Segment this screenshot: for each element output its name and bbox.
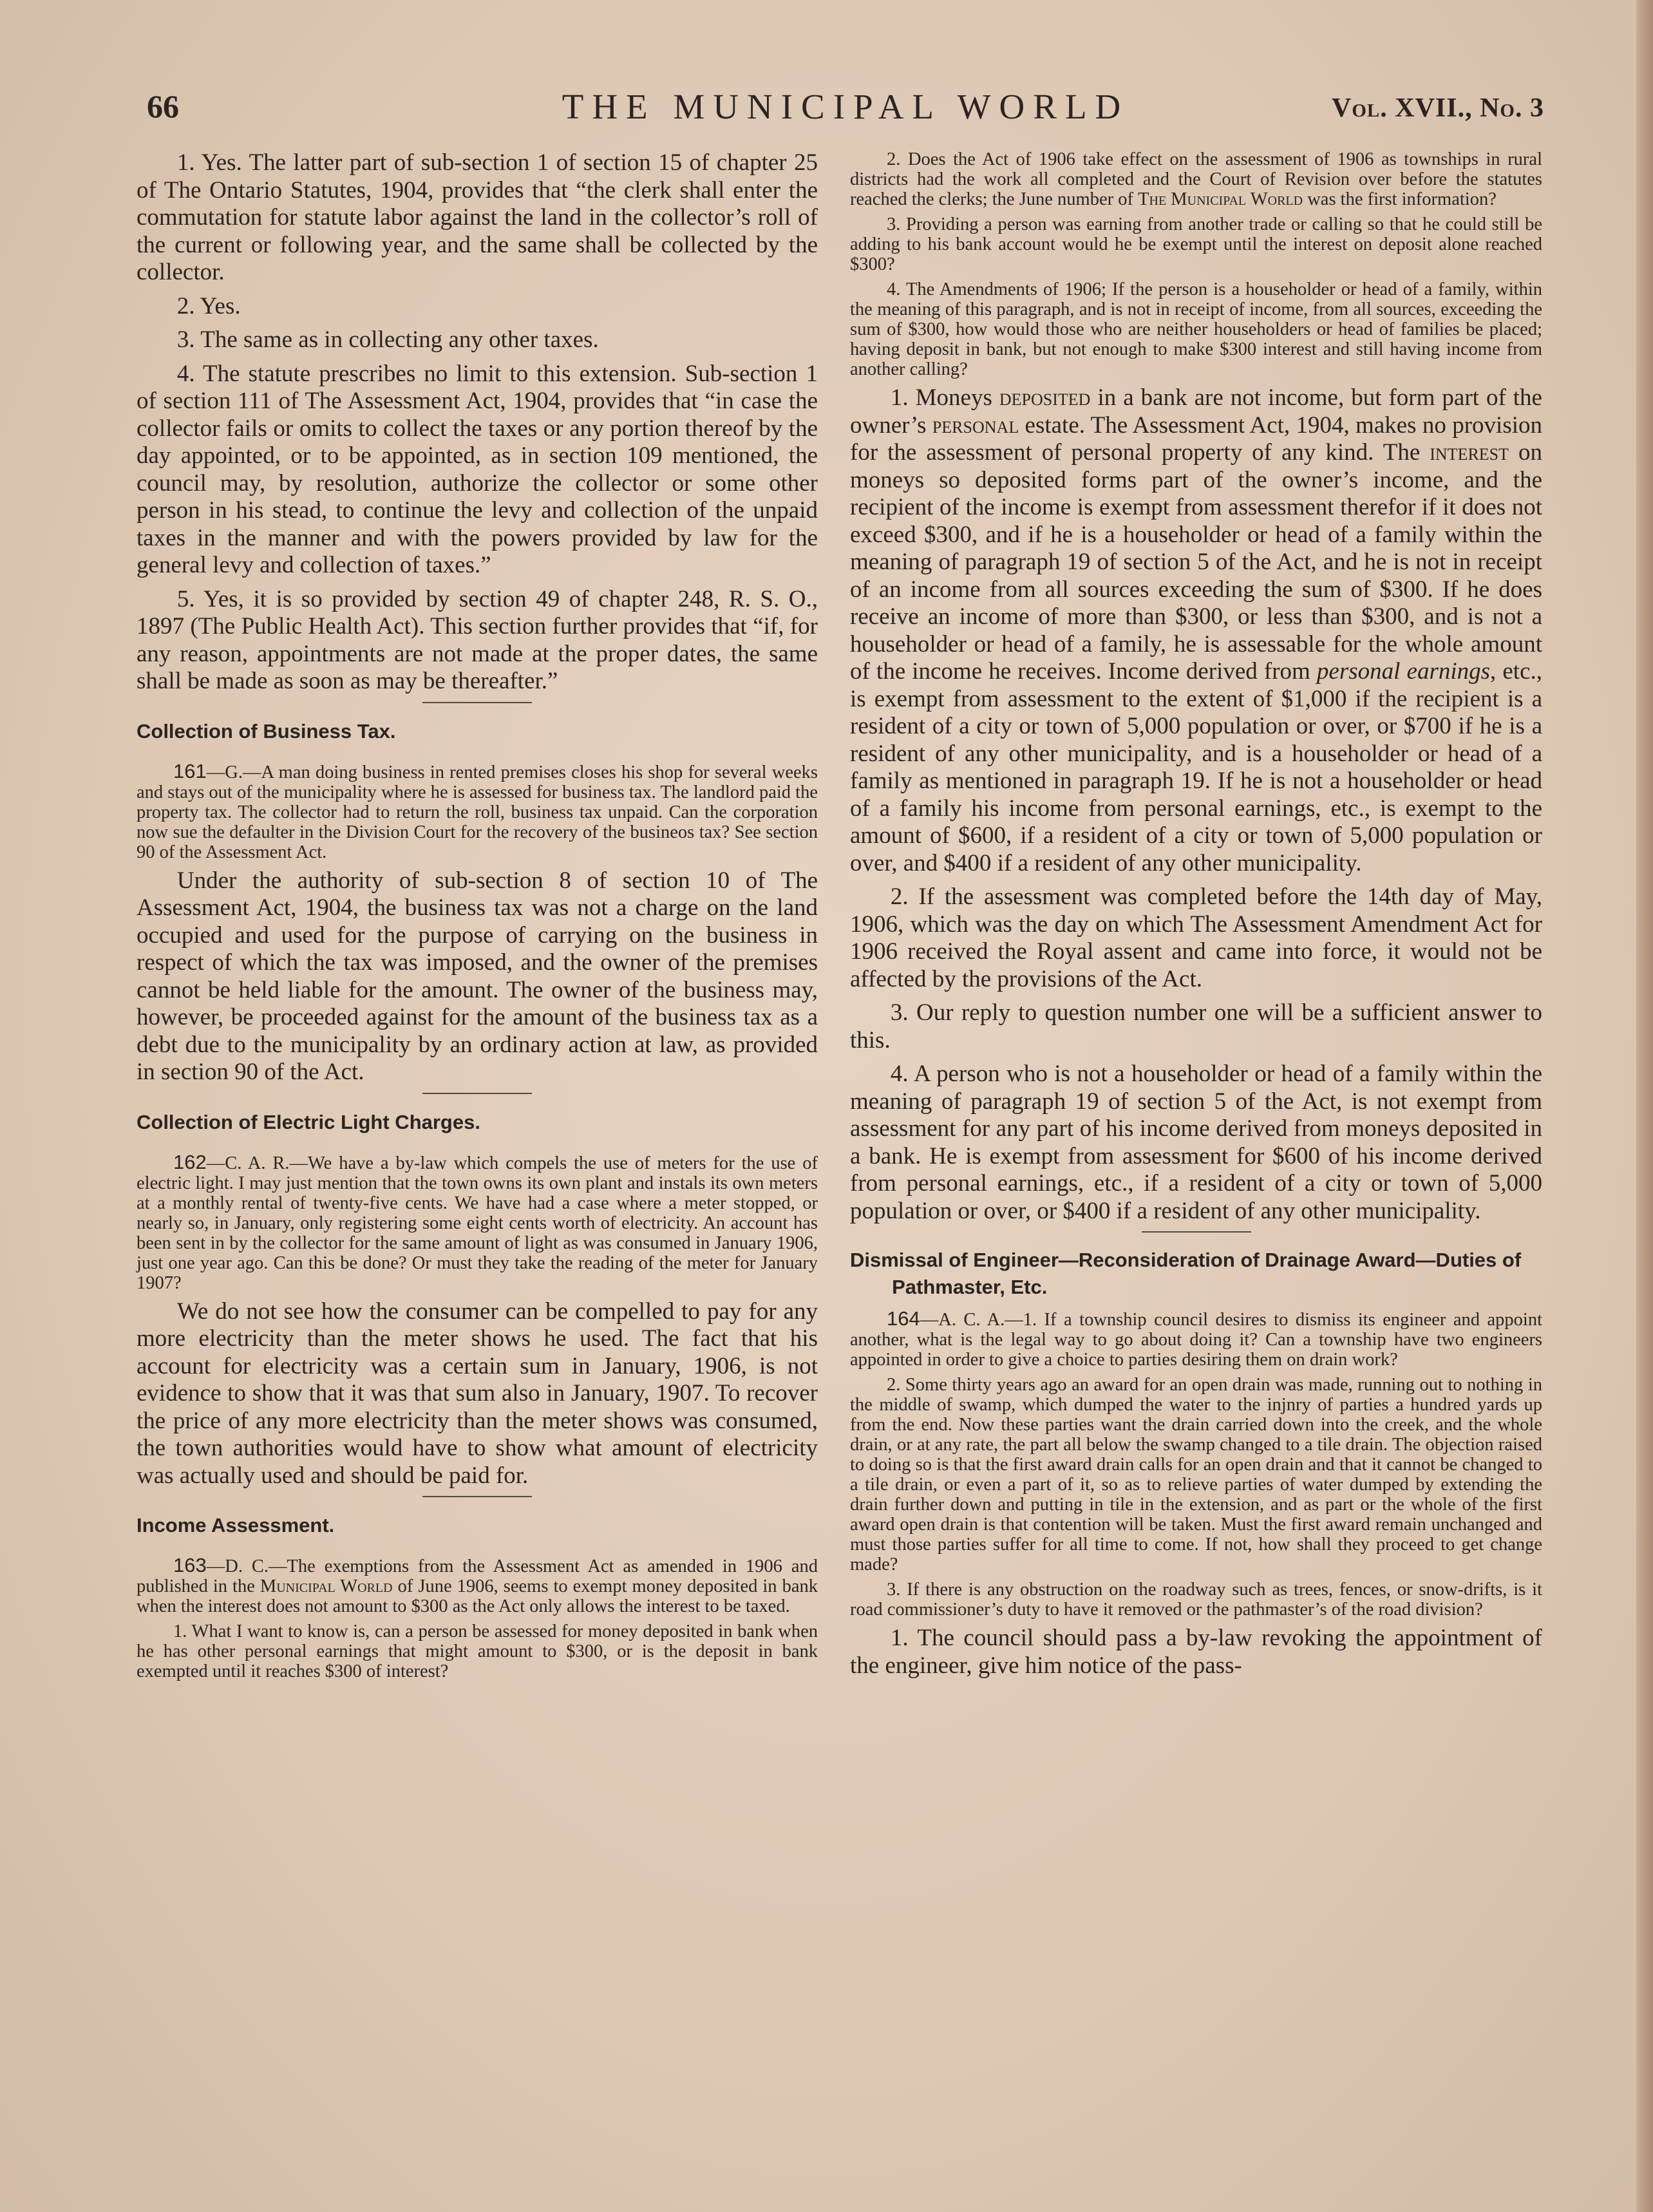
answer-text: on moneys so deposited forms part of the owner’s income, and the recipient of the income is exempt from assessment therefor if it does not exceed $300, and if he is a householder or head of a family within the meaning of paragraph 19 of section 5 of the Act, and he is not in receipt of an income from all sources exceeding the sum of $300. If he does receive an income of more than $300, or less than $300, and is not a householder or head of a family, he is assessable for the whole amount of the income he receives. Income derived from bbox=[850, 439, 1542, 685]
question-paragraph: 3. If there is any obstruction on the roadway such as trees, fences, or snow-drifts, is it road commissioner’s duty to have it removed or the pathmaster’s of the road division? bbox=[850, 1580, 1542, 1620]
question-paragraph: 3. Providing a person was earning from another trade or calling so that he could still be adding to his bank account would he be exempt until the interest on deposit alone reached $300? bbox=[850, 214, 1542, 274]
section-heading: Collection of Electric Light Charges. bbox=[137, 1110, 480, 1133]
answer-paragraph: 2. If the assessment was completed before the 14th day of May, 1906, which was the day on which The Assessment Amendment Act for 1906 received the Royal assent and came into force, it would not be affected by the provisions of the Act. bbox=[850, 884, 1542, 992]
page-header bbox=[147, 88, 1544, 139]
answer-paragraph: 3. The same as in collecting any other taxes. bbox=[176, 326, 599, 353]
question-text: —G.—A man doing business in rented premises closes his shop for several weeks and stays out of the municipality where he is assessed for business tax. The landlord paid the property tax. The collector had to return the roll, business tax unpaid. Can the corporation now sue the defaulter in the Division Court for the recovery of the busineos tax? See section 90 of the Assessment Act. bbox=[137, 762, 818, 862]
question-paragraph bbox=[137, 1555, 818, 1616]
emphasis-text: deposited bbox=[999, 384, 1091, 411]
answer-paragraph: 4. The statute prescribes no limit to this extension. Sub-section 1 of section 111 of The Assessment Act, 1904, provides that “in case the collector fails or omits to collect the taxes or any portion thereof by the day appointed, or to be appointed, as in section 109 mentioned, the council may, by resolution, authorize the collector or some other person in his stead, to continue the levy and collection of the unpaid taxes in the manner and with the powers provided by law for the general levy and collection of taxes.” bbox=[137, 360, 818, 578]
answer-paragraph bbox=[850, 384, 1542, 877]
answer-paragraph: 1. Yes. The latter part of sub-section 1 of section 15 of chapter 25 of The Ontario Statutes, 1904, provides that “the clerk shall enter the commutation for statute labor against the land in the collector’s roll of the current or following year, and the same shall be collected by the collector. bbox=[137, 149, 818, 285]
question-text: —D. C.—The exemptions from the Assessment Act as amended in 1906 and published in the bbox=[137, 1556, 818, 1596]
page-number: 66 bbox=[147, 88, 179, 124]
emphasis-text: personal earnings bbox=[1316, 658, 1491, 685]
section-heading: Collection of Business Tax. bbox=[137, 719, 396, 742]
binding-edge bbox=[1636, 0, 1653, 2212]
answer-text: estate. The Assessment Act, 1904, makes no provision for the assessment of personal property of any kind. The bbox=[850, 411, 1542, 466]
section-divider bbox=[422, 1093, 532, 1094]
question-text: of June 1906, seems to exempt money deposited in bank when the interest does not amount to $300 as the Act only allows the interest to be taxed. bbox=[137, 1576, 818, 1616]
question-text: 2. Does the Act of 1906 take effect on the assessment of 1906 as townships in rural districts had the work all completed and the Court of Revision over before the statutes reached the clerks; the June number of bbox=[850, 149, 1542, 209]
question-paragraph bbox=[137, 1152, 818, 1293]
question-paragraph: 2. Some thirty years ago an award for an open drain was made, running out to nothing in the middle of swamp, which dumped the water to the injnry of parties a hundred yards up from the end. Now these parties want the drain carried down into the creek, and the whole drain, or at any rate, the part all below the swamp changed to a tile drain. The objection raised to doing so is that the first award drain calls for an open drain and that it cannot be changed to a tile drain, or even a part of it, so as to relieve parties of water dumped by extending the drain further down and putting in tile in the extension, and as part or the whole of the first award open drain is that contention will be taken. Must the first award remain unchanged and must those parties suffer for all time to come. If not, how shall they proceed to get change made? bbox=[850, 1375, 1542, 1574]
section-divider bbox=[422, 1496, 532, 1497]
left-column bbox=[137, 149, 818, 1687]
volume-number: Vol. XVII., No. 3 bbox=[1332, 93, 1544, 123]
question-text: —C. A. R.—We have a by-law which compels the use of meters for the use of electric light. I may just mention that the town owns its own plant and instals its own meters at a monthly rental of twenty-five cents. We have had a case where a meter stopped, or nearly so, in January, only registering some eight cents worth of electricity. An account has been sent in by the collector for the same amount of light as was consumed in January 1906, just one year ago. Can this be done? Or must they take the reading of the meter for January 1907? bbox=[137, 1153, 818, 1293]
publication-name: Municipal World bbox=[260, 1576, 393, 1596]
question-paragraph bbox=[850, 1309, 1542, 1370]
question-text: was the first information? bbox=[1303, 189, 1497, 209]
question-paragraph: 1. What I want to know is, can a person be assessed for money deposited in bank when he has other personal earnings that might amount to $300, or is the deposit in bank exempted until it reaches $300 of interest? bbox=[137, 1621, 818, 1681]
emphasis-text: personal bbox=[932, 411, 1019, 439]
section-divider bbox=[422, 702, 532, 703]
section-heading: Dismissal of Engineer—Reconsideration of Drainage Award—Duties of Pathmaster, Etc. bbox=[850, 1249, 1522, 1298]
answer-text: in a bank are not income, but form part of the owner’s bbox=[850, 384, 1542, 439]
answer-paragraph: 1. The council should pass a by-law revoking the appointment of the engineer, give him notice of the pass- bbox=[850, 1625, 1542, 1679]
answer-text: 1. Moneys bbox=[890, 384, 999, 411]
question-text: —A. C. A.—1. If a township council desires to dismiss its engineer and appoint another, what is the legal way to go about doing it? Can a township have two engineers appointed in order to give a choice to parties desiring them on drain work? bbox=[850, 1310, 1542, 1370]
answer-paragraph: 4. A person who is not a householder or head of a family within the meaning of paragraph 19 of section 5 of the Act, is not exempt from assessment for any part of his income derived from moneys deposited in a bank. He is exempt from assessment for $600 of his income derived from personal earnings, etc., if a resident of a city or town of 5,000 population or over, or $400 if a resident of any other municipality. bbox=[850, 1061, 1542, 1224]
answer-paragraph: 5. Yes, it is so provided by section 49 of chapter 248, R. S. O., 1897 (The Public Health Act). This section further provides that “if, for any reason, appointments are not made at the proper dates, the same shall be made as soon as may be thereafter.” bbox=[137, 585, 818, 694]
question-paragraph bbox=[137, 761, 818, 862]
section-heading: Income Assessment. bbox=[137, 1514, 335, 1536]
answer-paragraph: We do not see how the consumer can be compelled to pay for any more electricity than the meter shows he used. The fact that his account for electricity was a certain sum in January, 1906, is not evidence to show that it was that sum also in January, 1907. To recover the price of any more electricity than the meter shows was consumed, the town authorities would have to show what amount of electricity was actually used and should be paid for. bbox=[137, 1298, 818, 1489]
answer-text: , etc., is exempt from assessment to the extent of $1,000 if the recipient is a resident of a city or town of 5,000 population or over, or $700 if he is a resident of any other municipality, and is a householder or head of a family as mentioned in paragraph 19. If he is not a householder or head of a family his income from personal earnings, etc., is exempt to the amount of $600, if a resident of a city or town of 5,000 population or over, and $400 if a resident of any other municipality. bbox=[850, 658, 1543, 876]
answer-paragraph: 3. Our reply to question number one will be a sufficient answer to this. bbox=[850, 999, 1542, 1054]
emphasis-text: interest bbox=[1430, 439, 1509, 466]
question-paragraph bbox=[850, 149, 1542, 209]
section-divider bbox=[1142, 1231, 1251, 1233]
publication-name: The Municipal World bbox=[1138, 189, 1303, 209]
question-number: 163 bbox=[173, 1554, 207, 1576]
question-number: 164 bbox=[887, 1307, 920, 1330]
right-column bbox=[850, 149, 1542, 1686]
journal-title: THE MUNICIPAL WORLD bbox=[562, 87, 1129, 126]
question-number: 161 bbox=[173, 759, 207, 782]
question-number: 162 bbox=[173, 1150, 207, 1173]
question-paragraph: 4. The Amendments of 1906; If the person is a householder or head of a family, within the meaning of this paragraph, and is not in receipt of income, from all sources, exceeding the sum of $300, how would those who are neither householders or head of families be placed; having deposit in bank, but not enough to make $300 interest and still having income from another calling? bbox=[850, 279, 1542, 379]
answer-paragraph: 2. Yes. bbox=[176, 292, 241, 319]
answer-paragraph: Under the authority of sub-section 8 of section 10 of The Assessment Act, 1904, the business tax was not a charge on the land occupied and used for the purpose of carrying on the business in respect of which the tax was imposed, and the owner of the premises cannot be held liable for the amount. The owner of the business may, however, be proceeded against for the amount of the business tax as a debt due to the municipality by an ordinary action at law, as provided in section 90 of the Act. bbox=[137, 867, 818, 1085]
